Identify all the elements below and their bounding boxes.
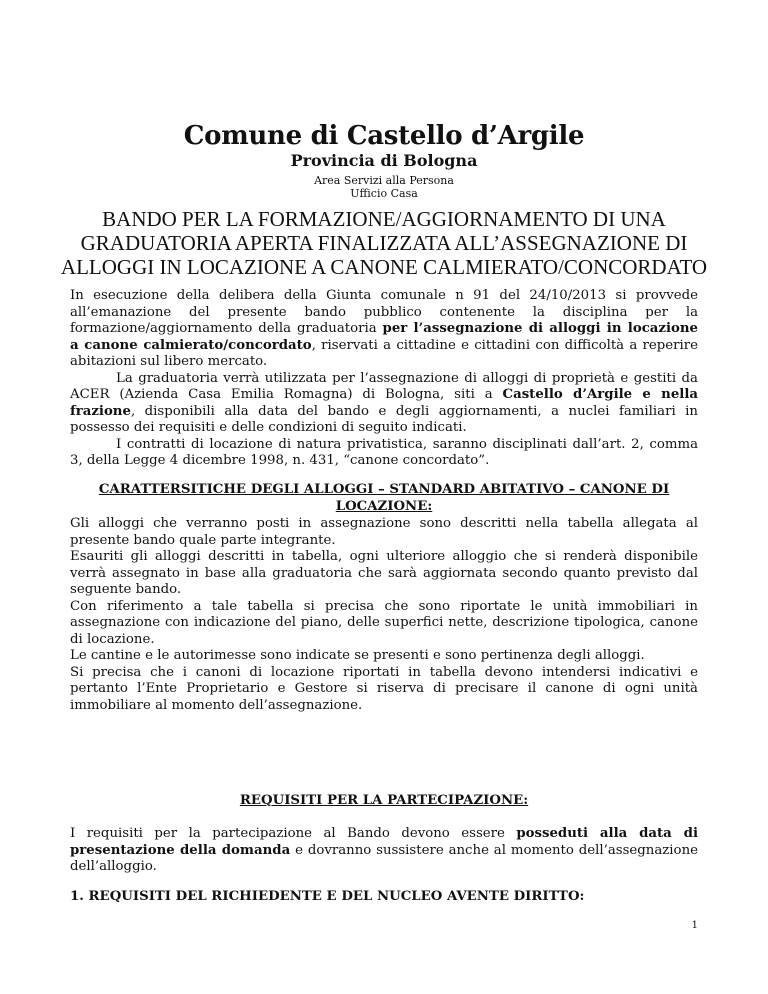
section-paragraph: Con riferimento a tale tabella si precisa che sono riportate le unità immobiliari in assegnazione con indicazione del piano, delle superfici nette, descrizione tipologica, canone di locazione.: [70, 598, 698, 647]
bando-title: [40, 207, 728, 279]
section-paragraph: Esauriti gli alloggi descritti in tabella, ogni ulteriore alloggio che si renderà disponibile verrà assegnato in base alla graduatoria che sarà aggiornata secondo quanto previsto dal seguente bando.: [70, 549, 698, 597]
municipality-title: Comune di Castello d’Argile: [183, 121, 585, 151]
section-paragraph: Gli alloggi che verranno posti in assegnazione sono descritti nella tabella allegata al presente bando quale parte integrante.: [70, 516, 698, 548]
section-paragraph: Si precisa che i canoni di locazione riportati in tabella devono intendersi indicativi e pertanto l’Ente Proprietario e Gestore si riserva di precisare il canone di ogni unità immobiliare al momento dell’assegnazione.: [70, 664, 698, 713]
intro-paragraph: In esecuzione della delibera della Giunta comunale n 91 del 24/10/2013 si provvede all’emanazione del presente bando pubblico contenente la disciplina per la formazione/aggiornamento della graduatoria per l’assegnazione di alloggi in locazione a canone calmierato/concordato, riservati a cittadine e cittadini con difficoltà a reperire abitazioni sul libero mercato.: [70, 288, 698, 369]
section-paragraph: I requisiti per la partecipazione al Bando devono essere posseduti alla data di presentazione della domanda e dovranno sussistere anche al momento dell’assegnazione dell’alloggio.: [70, 826, 698, 874]
highlight-text: Castello d’Argile e nella frazione: [70, 387, 698, 419]
highlight-text: posseduti alla data di presentazione della domanda: [70, 826, 698, 858]
highlight-text: per l’assegnazione di alloggi in locazione a canone calmierato/concordato: [70, 321, 698, 353]
bando-title-line: BANDO PER LA FORMAZIONE/AGGIORNAMENTO DI UNA: [102, 207, 666, 231]
requisiti-section: [70, 826, 698, 876]
alloggi-section: [70, 516, 698, 714]
intro-paragraph: La graduatoria verrà utilizzata per l’assegnazione di alloggi di proprietà e gestiti da ACER (Azienda Casa Emilia Romagna) di Bologna, siti a Castello d’Argile e nella frazione, disponibili alla data del bando e degli aggiornamenti, a nuclei familiari in possesso dei requisiti e delle condizioni di seguito indicati.: [70, 370, 698, 435]
section-heading-alloggi: CARATTERSITICHE DEGLI ALLOGGI – STANDARD ABITATIVO – CANONE DI LOCAZIONE:: [98, 482, 670, 514]
province-subtitle: Provincia di Bologna: [290, 151, 478, 170]
intro-paragraph: I contratti di locazione di natura privatistica, saranno disciplinati dall’art. 2, comma 3, della Legge 4 dicembre 1998, n. 431, “canone concordato”.: [70, 436, 698, 468]
intro-section: [70, 288, 698, 470]
subsection-heading: 1. REQUISITI DEL RICHIEDENTE E DEL NUCLEO AVENTE DIRITTO:: [70, 889, 585, 904]
page-number: 1: [691, 920, 698, 931]
bando-title-line: GRADUATORIA APERTA FINALIZZATA ALL’ASSEGNAZIONE DI: [80, 231, 688, 255]
office-label: Ufficio Casa: [350, 187, 418, 200]
section-heading-requisiti: REQUISITI PER LA PARTECIPAZIONE:: [239, 793, 529, 808]
department-label: Area Servizi alla Persona: [314, 174, 454, 187]
section-paragraph: Le cantine e le autorimesse sono indicate se presenti e sono pertinenza degli alloggi.: [70, 648, 645, 663]
bando-title-line: ALLOGGI IN LOCAZIONE A CANONE CALMIERATO/CONCORDATO: [60, 255, 708, 279]
